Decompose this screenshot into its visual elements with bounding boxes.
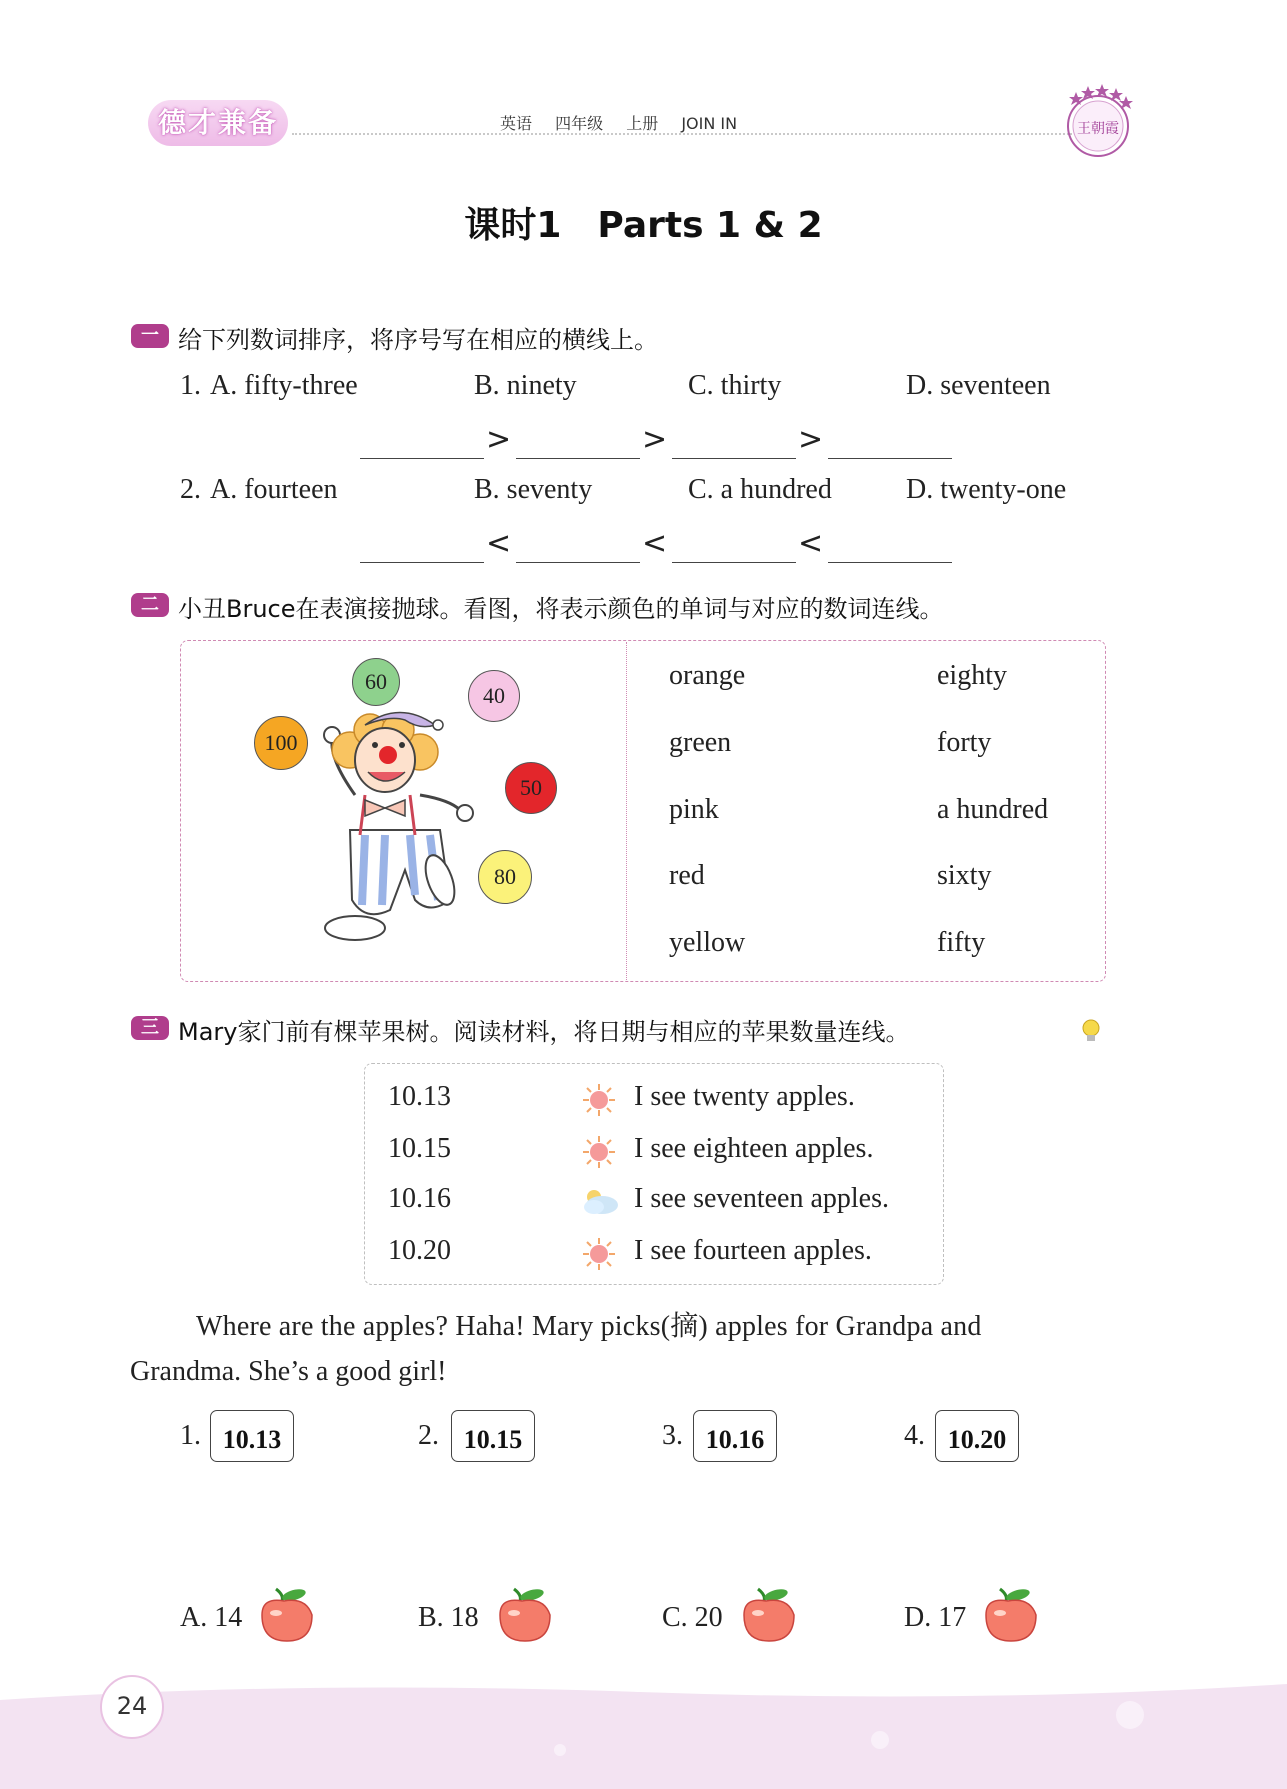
date-item-number: 4.: [904, 1420, 925, 1451]
color-word-yellow[interactable]: yellow: [669, 927, 746, 958]
section1-badge: 一: [131, 324, 169, 348]
q1-option-a: A. fifty-three: [210, 370, 358, 401]
ball-80: 80: [478, 850, 532, 904]
header-volume: 上册: [626, 114, 659, 133]
ball-100: 100: [254, 716, 308, 770]
diary-sentence: I see fourteen apples.: [634, 1235, 872, 1266]
story-paragraph-line2: Grandma. She’s a good girl!: [130, 1356, 447, 1387]
page-number: 24: [100, 1675, 164, 1739]
sun-icon: [582, 1083, 616, 1117]
color-word-pink[interactable]: pink: [669, 794, 719, 825]
color-word-green[interactable]: green: [669, 727, 732, 758]
q1-blank-2[interactable]: [516, 457, 640, 459]
sun-icon: [582, 1237, 616, 1271]
ball-60: 60: [352, 658, 400, 706]
q2-blank-2[interactable]: [516, 561, 640, 563]
seal-logo: [1062, 80, 1134, 160]
date-item-number: 2.: [418, 1420, 439, 1451]
color-word-orange[interactable]: orange: [669, 660, 746, 691]
sun-icon: [582, 1135, 616, 1169]
q1-blank-3[interactable]: [672, 457, 796, 459]
logo: 德才兼备: [148, 100, 288, 146]
footer-wave: [0, 1680, 1287, 1789]
q2-blank-1[interactable]: [360, 561, 484, 563]
header-series: JOIN IN: [681, 114, 738, 133]
number-word-forty[interactable]: forty: [937, 727, 992, 758]
diary-date: 10.15: [388, 1133, 451, 1164]
q1-blank-4[interactable]: [828, 457, 952, 459]
date-box-1020[interactable]: 10.20: [935, 1410, 1019, 1462]
section1-title: 给下列数词排序，将序号写在相应的横线上。: [178, 326, 658, 354]
header-grade: 四年级: [555, 114, 604, 133]
date-box-1016[interactable]: 10.16: [693, 1410, 777, 1462]
ball-40: 40: [468, 670, 520, 722]
q1-symbol-3: >: [798, 422, 824, 457]
seal-text: 王朝霞: [1077, 121, 1119, 137]
number-word-eighty[interactable]: eighty: [937, 660, 1007, 691]
answer-option-b[interactable]: B. 18: [418, 1602, 479, 1633]
q2-option-d: D. twenty-one: [906, 474, 1067, 505]
date-item-number: 3.: [662, 1420, 683, 1451]
q2-option-b: B. seventy: [474, 474, 593, 505]
apple-icon: [736, 1585, 802, 1645]
ball-50: 50: [505, 762, 557, 814]
answer-option-c[interactable]: C. 20: [662, 1602, 723, 1633]
answer-option-a[interactable]: A. 14: [180, 1602, 243, 1633]
q1-number: 1.: [180, 370, 201, 401]
q2-blank-3[interactable]: [672, 561, 796, 563]
lightbulb-icon: [1080, 1018, 1102, 1044]
q2-symbol-1: <: [486, 526, 512, 561]
q1-option-d: D. seventeen: [906, 370, 1051, 401]
cloud-icon: [580, 1185, 620, 1217]
number-word-fifty[interactable]: fifty: [937, 927, 986, 958]
color-word-red[interactable]: red: [669, 860, 705, 891]
header-subject: 英语: [500, 114, 533, 133]
answer-option-d[interactable]: D. 17: [904, 1602, 967, 1633]
q2-option-c: C. a hundred: [688, 474, 832, 505]
story-paragraph-line1: Where are the apples? Haha! Mary picks(摘) apples for Grandpa and: [196, 1311, 982, 1342]
q1-blank-1[interactable]: [360, 457, 484, 459]
clown-illustration: [310, 700, 510, 970]
q1-symbol-2: >: [642, 422, 668, 457]
q2-option-a: A. fourteen: [210, 474, 338, 505]
diary-date: 10.20: [388, 1235, 451, 1266]
q1-option-b: B. ninety: [474, 370, 577, 401]
q2-blank-4[interactable]: [828, 561, 952, 563]
q2-symbol-2: <: [642, 526, 668, 561]
date-box-1015[interactable]: 10.15: [451, 1410, 535, 1462]
apple-icon: [978, 1585, 1044, 1645]
section2-title: 小丑Bruce在表演接抛球。看图，将表示颜色的单词与对应的数词连线。: [178, 595, 944, 623]
section3-title: Mary家门前有棵苹果树。阅读材料，将日期与相应的苹果数量连线。: [178, 1018, 910, 1046]
number-word-a-hundred[interactable]: a hundred: [937, 794, 1049, 825]
q2-symbol-3: <: [798, 526, 824, 561]
diary-sentence: I see twenty apples.: [634, 1081, 855, 1112]
q1-symbol-1: >: [486, 422, 512, 457]
date-box-1013[interactable]: 10.13: [210, 1410, 294, 1462]
header-meta: [500, 111, 755, 134]
q2-number: 2.: [180, 474, 201, 505]
matching-divider: [626, 642, 627, 980]
apple-icon: [492, 1585, 558, 1645]
diary-sentence: I see eighteen apples.: [634, 1133, 874, 1164]
diary-sentence: I see seventeen apples.: [634, 1183, 889, 1214]
lesson-title: 课时1 Parts 1 & 2: [464, 205, 823, 246]
diary-date: 10.13: [388, 1081, 451, 1112]
q1-option-c: C. thirty: [688, 370, 782, 401]
apple-icon: [254, 1585, 320, 1645]
date-item-number: 1.: [180, 1420, 201, 1451]
section3-badge: 三: [131, 1016, 169, 1040]
number-word-sixty[interactable]: sixty: [937, 860, 992, 891]
section2-badge: 二: [131, 593, 169, 617]
diary-date: 10.16: [388, 1183, 451, 1214]
